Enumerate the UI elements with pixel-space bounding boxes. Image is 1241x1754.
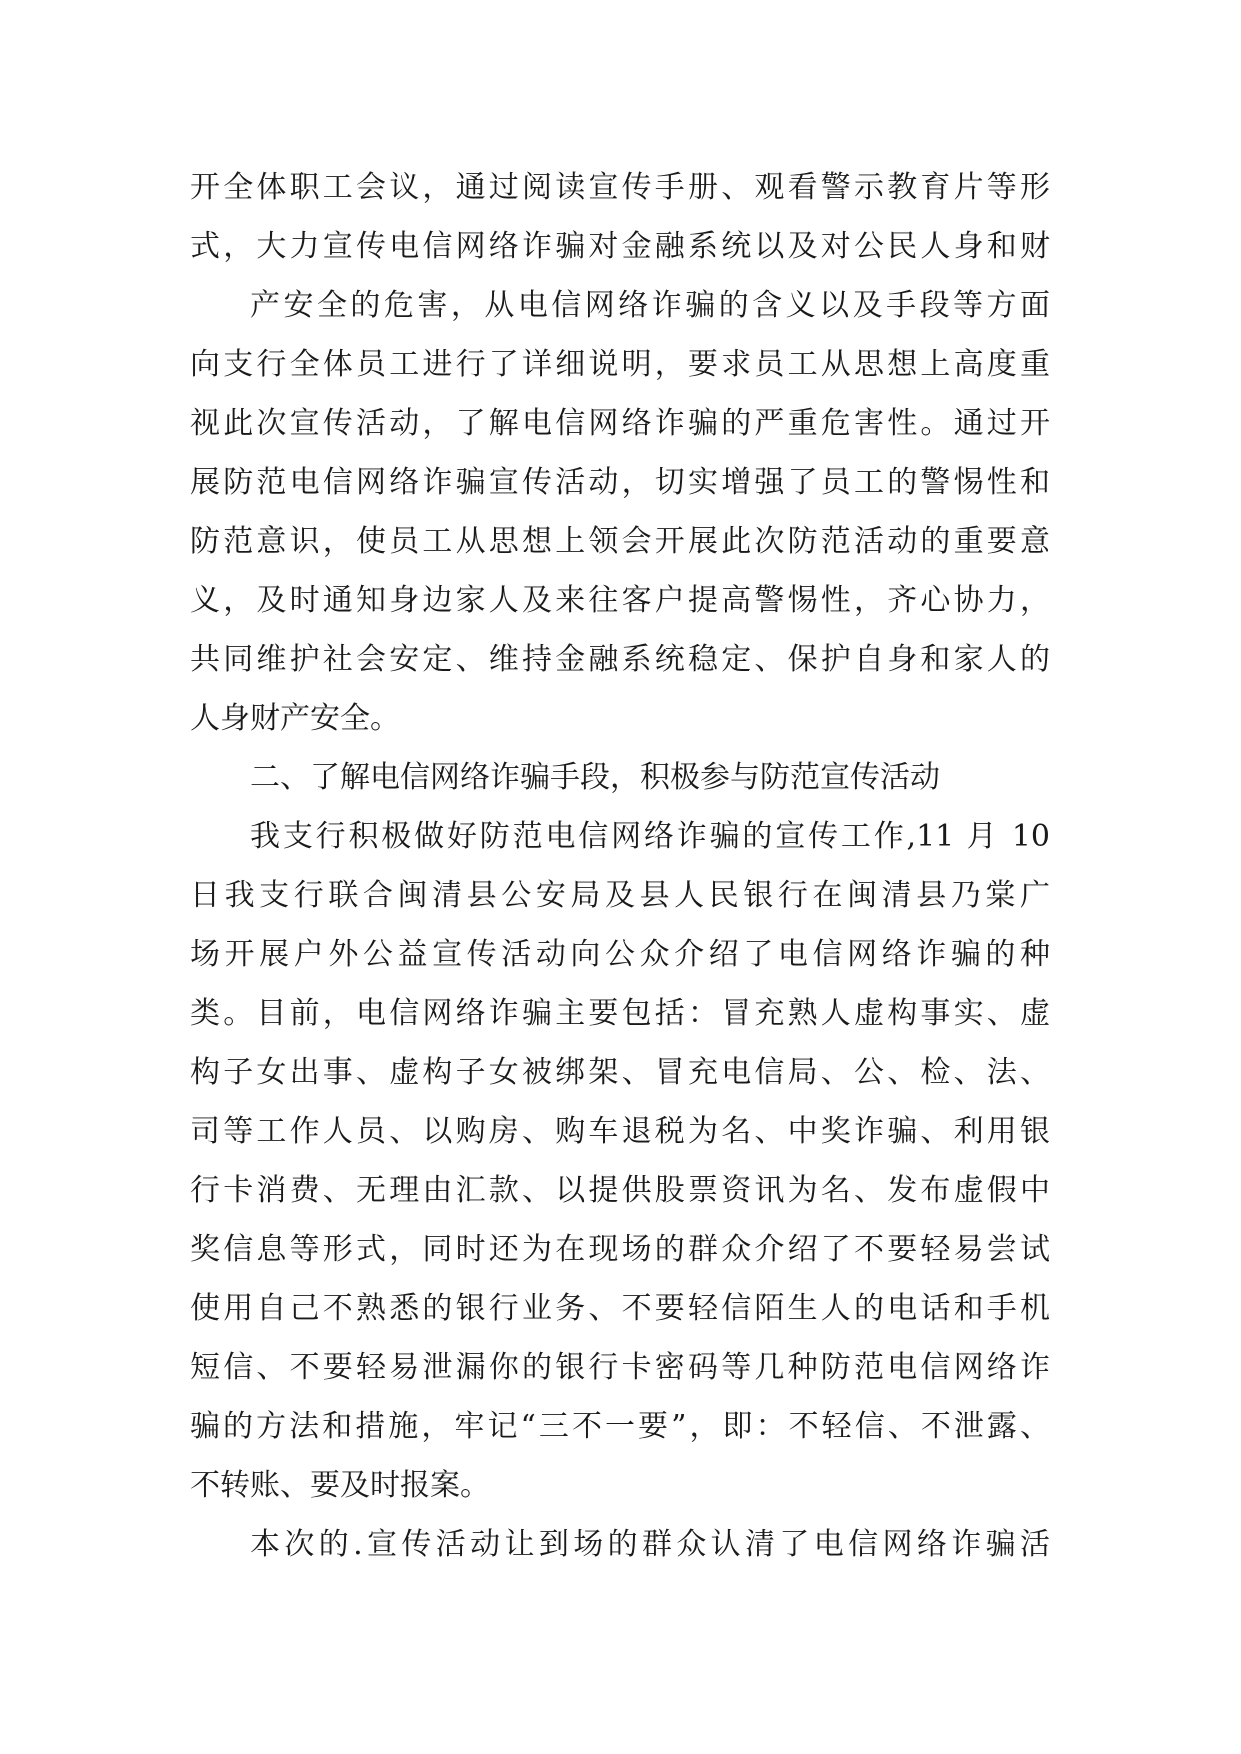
- section-heading: 二、了解电信网络诈骗手段，积极参与防范宣传活动: [250, 760, 940, 795]
- text-line-19: 奖信息等形式，同时还为在现场的群众介绍了不要轻易尝试: [190, 1232, 1050, 1267]
- text-line-15: 类。目前，电信网络诈骗主要包括：冒充熟人虚构事实、虚: [190, 996, 1050, 1031]
- text-line-4: 向支行全体员工进行了详细说明，要求员工从思想上高度重: [190, 347, 1050, 382]
- text-line-16: 构子女出事、虚构子女被绑架、冒充电信局、公、检、法、: [190, 1055, 1050, 1090]
- text-line-9: 共同维护社会安定、维持金融系统稳定、保护自身和家人的: [190, 642, 1050, 677]
- text-line-24: 本次的.宣传活动让到场的群众认清了电信网络诈骗活: [250, 1527, 1050, 1562]
- text-line-17: 司等工作人员、以购房、购车退税为名、中奖诈骗、利用银: [190, 1114, 1050, 1149]
- text-line-18: 行卡消费、无理由汇款、以提供股票资讯为名、发布虚假中: [190, 1173, 1050, 1208]
- text-line-12: 我支行积极做好防范电信网络诈骗的宣传工作,11 月 10: [250, 819, 1050, 854]
- text-line-22: 骗的方法和措施，牢记“三不一要”，即：不轻信、不泄露、: [190, 1409, 1050, 1444]
- text-line-23: 不转账、要及时报案。: [190, 1468, 490, 1503]
- text-line-13: 日我支行联合闽清县公安局及县人民银行在闽清县乃棠广: [190, 878, 1050, 913]
- text-line-21: 短信、不要轻易泄漏你的银行卡密码等几种防范电信网络诈: [190, 1350, 1050, 1385]
- text-line-20: 使用自己不熟悉的银行业务、不要轻信陌生人的电话和手机: [190, 1291, 1050, 1326]
- text-line-7: 防范意识，使员工从思想上领会开展此次防范活动的重要意: [190, 524, 1050, 559]
- text-line-5: 视此次宣传活动，了解电信网络诈骗的严重危害性。通过开: [190, 406, 1050, 441]
- text-line-2: 式，大力宣传电信网络诈骗对金融系统以及对公民人身和财: [190, 229, 1050, 264]
- text-line-14: 场开展户外公益宣传活动向公众介绍了电信网络诈骗的种: [190, 937, 1050, 972]
- text-line-8: 义，及时通知身边家人及来往客户提高警惕性，齐心协力，: [190, 583, 1050, 618]
- text-line-1: 开全体职工会议，通过阅读宣传手册、观看警示教育片等形: [190, 170, 1050, 205]
- text-line-10: 人身财产安全。: [190, 701, 400, 736]
- text-line-3: 产安全的危害，从电信网络诈骗的含义以及手段等方面: [250, 288, 1050, 323]
- text-line-6: 展防范电信网络诈骗宣传活动，切实增强了员工的警惕性和: [190, 465, 1050, 500]
